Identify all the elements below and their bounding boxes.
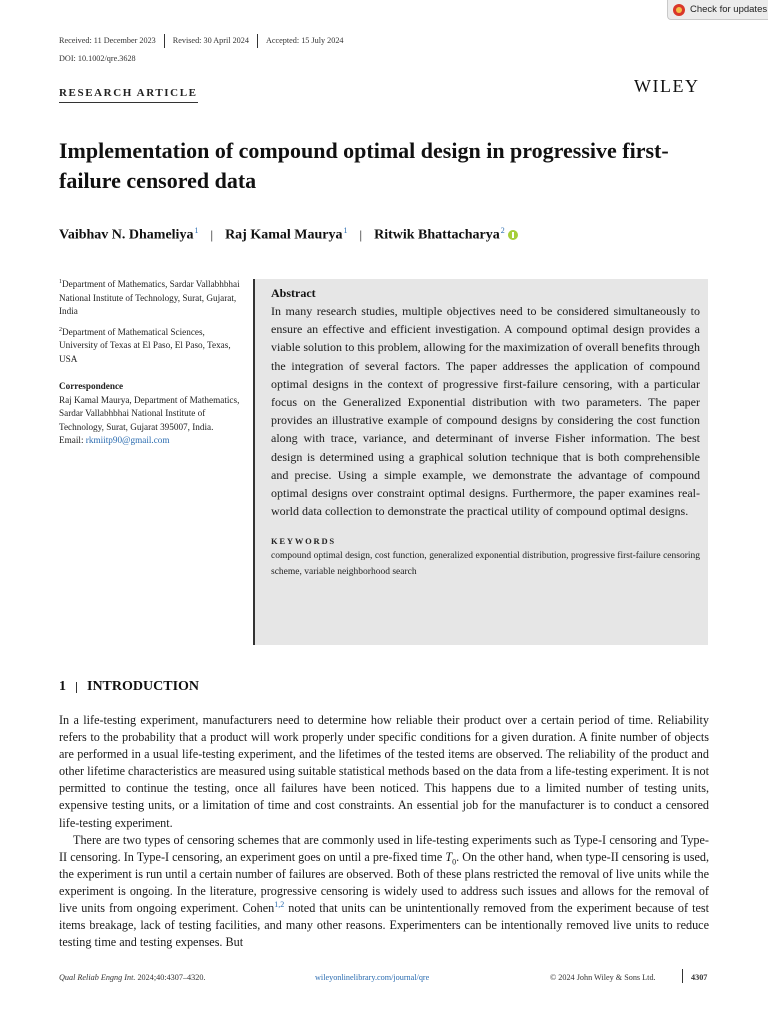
correspondence-text: Raj Kamal Maurya, Department of Mathematics, Sardar Vallabhbhai National Institute of Technology, Surat, Gujarat 395007, India. bbox=[59, 394, 240, 432]
correspondence-heading: Correspondence bbox=[59, 381, 124, 391]
abstract-heading: Abstract bbox=[271, 286, 316, 300]
affiliation-item: $^2$Department of Mathematical Sciences, University of Texas at El Paso, El Paso, Texas, USA bbox=[59, 326, 231, 364]
abstract-box bbox=[253, 279, 708, 645]
footer-copyright: © 2024 John Wiley & Sons Ltd. bbox=[550, 973, 656, 982]
article-dates bbox=[59, 34, 352, 48]
accepted-date: Accepted: 15 July 2024 bbox=[257, 34, 352, 48]
section-title: INTRODUCTION bbox=[87, 679, 200, 694]
affiliation-marker[interactable]: 1 bbox=[194, 226, 199, 235]
check-for-updates-label: Check for updates bbox=[690, 4, 768, 15]
affiliation-marker[interactable]: 1 bbox=[343, 226, 348, 235]
orcid-icon[interactable] bbox=[508, 230, 518, 240]
keywords-text: compound optimal design, cost function, generalized exponential distribution, progressive first-failure censoring scheme, variable neighborhood search bbox=[271, 551, 700, 577]
crossmark-icon bbox=[673, 4, 685, 16]
section-heading bbox=[59, 679, 199, 695]
section-divider bbox=[76, 682, 77, 693]
check-for-updates-button[interactable] bbox=[667, 0, 768, 20]
author-separator: | bbox=[210, 226, 214, 242]
doi: DOI: 10.1002/qre.3628 bbox=[59, 54, 136, 63]
author-name[interactable]: Ritwik Bhattacharya$^2$ bbox=[374, 226, 505, 243]
correspondence bbox=[59, 380, 244, 448]
paragraph: There are two types of censoring schemes that are commonly used in life-testing experiments such as Type-I censoring and Type-II censoring. In Type-I censoring, an experiment goes on until a pre-fixed time $T_0$. On the other hand, when type-II censoring is used, the experiment is run until a certain number of failures are observed. Both of these plans restricted the removal of live units while the experiment is ongoing. In the literature, progressive censoring is widely used to address such issues and allows for the removal of live units from ongoing experiment. Cohen$^{1,2}$ noted that units can be unintentionally removed from the experiment because of test items breakage, lack of testing facilities, and many other reasons. Experimenters can be intentionally removed live units to reduce testing time and testing expenses. But bbox=[59, 832, 709, 950]
keywords-heading: KEYWORDS bbox=[271, 536, 336, 547]
paragraph: In a life-testing experiment, manufacturers need to determine how reliable their product over a certain period of time. Reliability refers to the probability that a product will work properly under specific conditions for a given duration. A finite number of objects are performed in a usual life-testing experiment, and the lifetimes of the tested items are observed. The reliability of the product and other lifetime characteristics are measured using suitable statistical methods based on the data from a life-testing experiment. It is not permitted to continue the testing, once all failures have been noticed. This happens due to a limited number of testing units, expensive testing units, or a limitation of time and cost constraints. An essential job for the manufacturer is to conduct a censored life-testing experiment. bbox=[59, 713, 709, 830]
body-text bbox=[59, 712, 709, 951]
affiliation-marker[interactable]: 2 bbox=[500, 226, 505, 235]
revised-date: Revised: 30 April 2024 bbox=[164, 34, 257, 48]
paper-title: Implementation of compound optimal design in progressive first-failure censored data bbox=[59, 138, 669, 193]
footer-divider bbox=[682, 969, 683, 983]
page-number: 4307 bbox=[691, 973, 708, 982]
article-type: RESEARCH ARTICLE bbox=[59, 87, 198, 103]
publisher-logo: WILEY bbox=[634, 76, 700, 96]
author-separator: | bbox=[359, 226, 363, 242]
author-name[interactable]: Vaibhav N. Dhameliya$^1$ bbox=[59, 226, 199, 243]
affiliations bbox=[59, 276, 244, 371]
email-link[interactable]: rkmiitp90@gmail.com bbox=[85, 435, 170, 445]
abstract-text: In many research studies, multiple objectives need to be considered simultaneously to ensure an effective and efficient investigation. A compound optimal design provides a viable solution to this problem, allowing for the maximization of overall benefits through the integration of several factors. The paper addresses the application of compound optimal designs in the context of progressive first-failure censoring, with a particular focus on the Generalized Exponential distribution with two parameters. The paper provides an illustrative example of compound designs by considering the cost function along with trace, variance, and determinant of inverse Fisher information. The best design is determined using a graphical solution technique that is both comprehensible and precise. Using a simple example, we demonstrate the advantage of compound optimal designs over constraint optimal designs. Furthermore, the paper examines real-world data collection to demonstrate the practical utility of compound optimal designs. bbox=[271, 304, 700, 519]
footer-journal-link[interactable]: wileyonlinelibrary.com/journal/qre bbox=[315, 973, 430, 982]
footer-journal: Qual Reliab Engng Int. 2024;40:4307–4320. bbox=[59, 973, 206, 982]
author-list bbox=[59, 226, 518, 244]
citation-link[interactable]: 1,2 bbox=[274, 899, 285, 909]
author-name[interactable]: Raj Kamal Maurya$^1$ bbox=[225, 226, 348, 243]
section-number: 1 bbox=[59, 679, 66, 694]
received-date: Received: 11 December 2023 bbox=[59, 36, 156, 45]
affiliation-item: $^1$Department of Mathematics, Sardar Vallabhbhai National Institute of Technology, Surat, Gujarat, India bbox=[59, 279, 240, 317]
page-footer bbox=[59, 969, 709, 985]
correspondence-email: Email: rkmiitp90@gmail.com bbox=[59, 435, 170, 445]
